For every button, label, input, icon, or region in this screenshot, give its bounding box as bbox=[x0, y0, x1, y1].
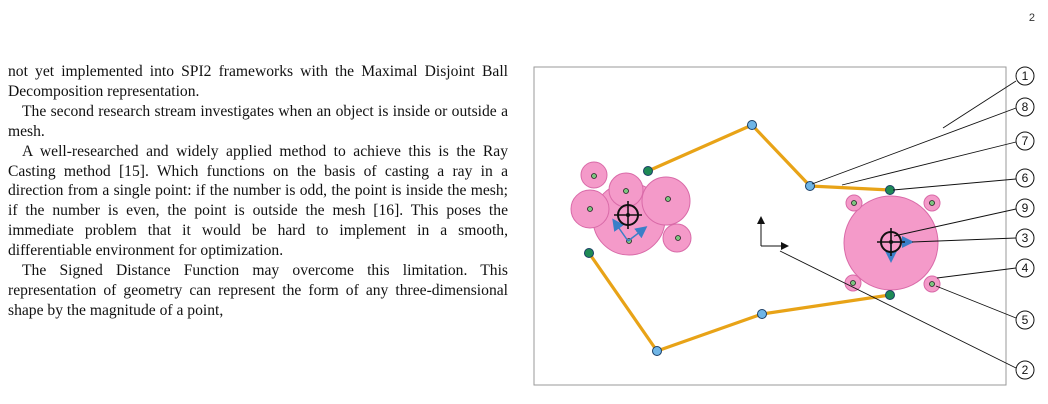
global-axes bbox=[761, 218, 787, 246]
paragraph-1: not yet implemented into SPI2 frameworks with the Maximal Disjoint Ball Decomposition representation. bbox=[8, 63, 508, 100]
callout-7 bbox=[1016, 132, 1034, 150]
interconnect-polyline bbox=[648, 125, 890, 190]
callout-2 bbox=[1016, 361, 1034, 379]
svg-text:4: 4 bbox=[1021, 261, 1029, 275]
svg-text:3: 3 bbox=[1021, 231, 1029, 245]
svg-text:2: 2 bbox=[1021, 363, 1029, 377]
interconnect-polyline-lower bbox=[589, 253, 890, 351]
vertex-blue bbox=[758, 310, 767, 319]
svg-text:1: 1 bbox=[1021, 69, 1029, 83]
body-text-column bbox=[8, 62, 508, 321]
vertex-green bbox=[886, 291, 895, 300]
svg-text:5: 5 bbox=[1021, 313, 1029, 327]
vertex-green bbox=[644, 167, 653, 176]
vertex-blue bbox=[653, 347, 662, 356]
callout-9 bbox=[1016, 199, 1034, 217]
svg-text:9: 9 bbox=[1021, 201, 1029, 215]
svg-text:8: 8 bbox=[1021, 100, 1029, 114]
vertex-blue bbox=[806, 182, 815, 191]
paragraph-3: A well-researched and widely applied method to achieve this is the Ray Casting method [15]. Which functions on the basis of casting a ray in a direction from a single point: if the number is odd, the point is inside the mesh; if the number is even, the point is outside the mesh [16]. This poses the immediate problem that it would be hard to implement in a smooth, differentiable environment for optimization. bbox=[8, 142, 508, 260]
callout-6 bbox=[1016, 169, 1034, 187]
callout-4 bbox=[1016, 259, 1034, 277]
vertex-blue bbox=[748, 121, 757, 130]
vertex-green bbox=[585, 249, 594, 258]
callout-3 bbox=[1016, 229, 1034, 247]
figure-diagram bbox=[532, 66, 1048, 392]
svg-text:6: 6 bbox=[1021, 171, 1029, 185]
paragraph-4: The Signed Distance Function may overcome this limitation. This representation of geometry can represent the form of any three-dimensional shape by the magnitude of a point, bbox=[8, 262, 508, 319]
page-number: 2 bbox=[1028, 12, 1035, 24]
svg-text:7: 7 bbox=[1021, 134, 1029, 148]
callout-8 bbox=[1016, 98, 1034, 116]
paragraph-2: The second research stream investigates when an object is inside or outside a mesh. bbox=[8, 102, 508, 140]
callout-1 bbox=[1016, 67, 1034, 85]
callout-5 bbox=[1016, 311, 1034, 329]
